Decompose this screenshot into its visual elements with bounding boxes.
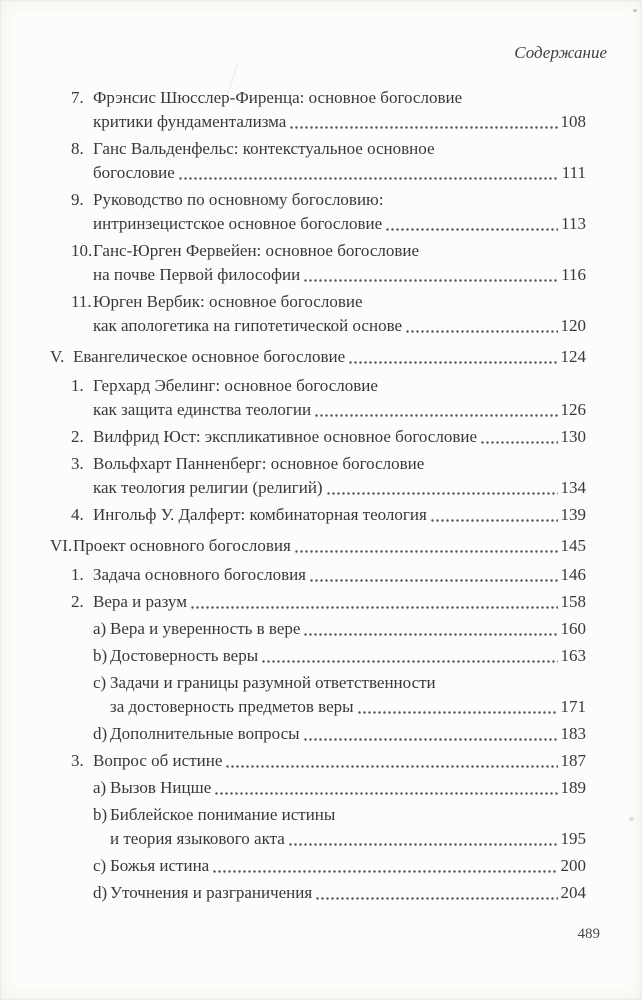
toc-entry-title: Божья истина [110,856,210,875]
toc-entry-label: c) [93,673,107,692]
toc-entry [50,425,586,449]
toc-entry-title-continued: как апологетика на гипотетической основе [93,316,403,335]
toc-entry-line [50,534,586,558]
toc-page-number: 124 [560,347,586,366]
dot-leader [214,791,557,796]
toc-entry [50,590,586,614]
toc-entry-title: Евангелическое основное богословие [73,347,346,366]
toc-entry-title-continued: как теология религии (религий) [93,478,323,497]
dot-leader [430,518,558,523]
toc-entry-title: Вольфхарт Панненберг: основное богословие [93,454,425,473]
toc-entry-title: Вера и уверенность в вере [110,619,301,638]
toc-page-number: 183 [560,724,586,743]
toc-entry-line [71,590,586,614]
toc-page-number: 108 [560,112,586,131]
toc-entry-label: 2. [71,427,84,446]
toc-entry-title: Дополнительные вопросы [110,724,300,743]
scan-speck-top-right [633,9,637,12]
toc-entry-line [93,803,586,827]
toc-entry-line-continued [71,398,586,422]
toc-entry-line [71,452,586,476]
toc-entry [50,803,586,851]
toc-entry-label: 1. [71,376,84,395]
page-number-footer: 489 [577,926,600,942]
toc-entry-line [71,239,586,263]
toc-entry-title: Вилфрид Юст: экспликативное основное богословие [93,427,477,446]
toc-entry-title-continued: на почве Первой философии [93,265,301,284]
toc-entry-title-continued: за достоверность предметов веры [110,697,354,716]
table-of-contents [50,86,586,908]
toc-entry-label: 1. [71,565,84,584]
dot-leader [289,125,557,130]
toc-page-number: 200 [560,856,586,875]
toc-entry-title-continued: богословие [93,163,175,182]
toc-entry-line [93,854,586,878]
toc-entry-title: Библейское понимание истины [110,805,336,824]
toc-entry [50,854,586,878]
toc-entry-line [71,137,586,161]
toc-entry [50,776,586,800]
dot-leader [480,440,558,445]
toc-page-number: 158 [560,592,586,611]
toc-entry-line [71,425,586,449]
scan-speck-right [629,817,634,821]
toc-entry-title: Ганс-Юрген Фервейен: основное богословие [93,241,420,260]
toc-page-number: 126 [560,400,586,419]
toc-entry [50,671,586,719]
toc-page-number: 187 [560,751,586,770]
toc-page-number: 113 [561,214,586,233]
toc-entry-title: Вера и разум [93,592,187,611]
toc-page-number: 195 [560,829,586,848]
toc-entry-line-continued [71,161,586,185]
toc-page-number: 130 [560,427,586,446]
toc-entry-title: Герхард Эбелинг: основное богословие [93,376,378,395]
toc-entry-line-continued [71,476,586,500]
dot-leader [348,360,557,365]
toc-entry-line [71,503,586,527]
toc-entry-line [93,881,586,905]
toc-page-number: 120 [560,316,586,335]
toc-entry-line-continued [71,212,586,236]
toc-entry-title-continued: критики фундаментализма [93,112,287,131]
toc-entry [50,452,586,500]
toc-entry-label: a) [93,778,107,797]
dot-leader [315,896,557,901]
dot-leader [190,605,558,610]
toc-entry [50,503,586,527]
toc-page-number: 111 [561,163,586,182]
toc-page-number: 163 [560,646,586,665]
toc-entry-title: Задачи и границы разумной ответственности [110,673,436,692]
toc-page-number: 134 [560,478,586,497]
toc-page-number: 145 [560,536,586,555]
toc-entry-label: 9. [71,190,84,209]
dot-leader [303,278,558,283]
toc-entry-label: 3. [71,751,84,770]
toc-entry [50,239,586,287]
toc-entry-label: 4. [71,505,84,524]
toc-entry-label: a) [93,619,107,638]
toc-entry-label: c) [93,856,107,875]
toc-entry-line [71,749,586,773]
toc-entry-line [93,671,586,695]
toc-entry-line [93,644,586,668]
running-head: Содержание [514,43,607,62]
toc-entry-title: Юрген Вербик: основное богословие [93,292,363,311]
toc-entry [50,188,586,236]
toc-entry-line [71,188,586,212]
toc-entry [50,881,586,905]
toc-entry-line-continued [93,827,586,851]
toc-entry-label: 11. [71,292,92,311]
toc-entry-label: 7. [71,88,84,107]
toc-entry-line [71,86,586,110]
toc-entry-line [93,722,586,746]
toc-entry-label: b) [93,646,108,665]
toc-page-number: 139 [560,505,586,524]
toc-entry-label: 2. [71,592,84,611]
toc-entry-line-continued [93,695,586,719]
toc-entry-line [71,563,586,587]
dot-leader [309,578,557,583]
toc-entry-title: Вызов Ницше [110,778,212,797]
toc-entry-line [50,345,586,369]
toc-entry [50,749,586,773]
dot-leader [385,227,558,232]
toc-entry [50,86,586,134]
toc-entry-title-continued: как защита единства теологии [93,400,312,419]
toc-entry-label: d) [93,883,108,902]
toc-page-number: 189 [560,778,586,797]
toc-entry-line [93,617,586,641]
dot-leader [288,842,558,847]
toc-entry-label: b) [93,805,108,824]
toc-entry-title: Руководство по основному богословию: [93,190,384,209]
toc-entry-label: 3. [71,454,84,473]
toc-entry-title: Уточнения и разграничения [110,883,313,902]
toc-entry-label: 10. [71,241,93,260]
dot-leader [294,549,558,554]
toc-entry [50,345,586,369]
toc-entry-line-continued [71,110,586,134]
toc-entry-title: Фрэнсис Шюсслер-Фиренца: основное богословие [93,88,463,107]
toc-entry-label: d) [93,724,108,743]
dot-leader [314,413,557,418]
toc-entry [50,617,586,641]
toc-entry-title: Проект основного богословия [73,536,291,555]
toc-entry-label: 8. [71,139,84,158]
toc-page-number: 116 [561,265,586,284]
dot-leader [261,659,557,664]
toc-page-number: 160 [560,619,586,638]
dot-leader [178,176,559,181]
toc-entry-title: Задача основного богословия [93,565,307,584]
toc-entry-title: Ингольф У. Далферт: комбинаторная теология [93,505,427,524]
toc-page-number: 204 [560,883,586,902]
toc-entry-line-continued [71,263,586,287]
dot-leader [303,737,558,742]
toc-entry-title: Достоверность веры [110,646,259,665]
dot-leader [225,764,557,769]
toc-entry [50,534,586,558]
dot-leader [326,491,558,496]
toc-entry-label: V. [50,347,65,366]
toc-entry-title: Вопрос об истине [93,751,223,770]
toc-entry [50,644,586,668]
toc-entry-line [93,776,586,800]
dot-leader [212,869,557,874]
dot-leader [303,632,557,637]
toc-entry [50,563,586,587]
toc-page-number: 146 [560,565,586,584]
toc-entry [50,722,586,746]
toc-entry-title-continued: интринзецистское основное богословие [93,214,383,233]
toc-entry-line [71,374,586,398]
toc-entry-line-continued [71,314,586,338]
toc-entry-line [71,290,586,314]
toc-entry [50,137,586,185]
toc-entry-title: Ганс Вальденфельс: контекстуальное основное [93,139,435,158]
dot-leader [405,329,557,334]
toc-entry-title-continued: и теория языкового акта [110,829,285,848]
toc-entry-label: VI. [50,536,73,555]
dot-leader [357,710,558,715]
toc-page-number: 171 [560,697,586,716]
toc-entry [50,374,586,422]
toc-entry [50,290,586,338]
